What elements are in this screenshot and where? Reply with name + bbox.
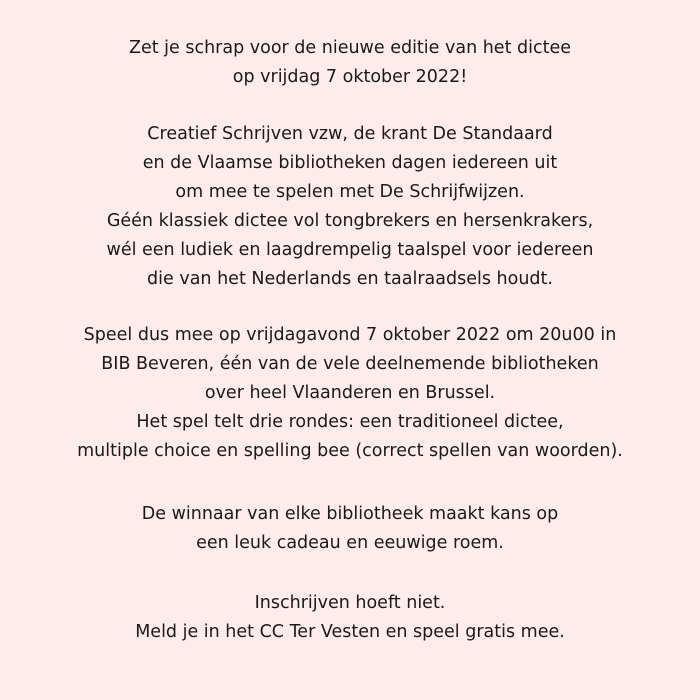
text-line: Creatief Schrijven vzw, de krant De Standaard [147, 124, 553, 144]
text-line: om mee te spelen met De Schrijfwijzen. [175, 182, 525, 202]
text-line: BIB Beveren, één van de vele deelnemende bibliotheken [101, 354, 599, 374]
text-line: wél een ludiek en laagdrempelig taalspel voor iedereen [106, 240, 594, 260]
text-line: Inschrijven hoeft niet. [254, 593, 446, 613]
text-line: die van het Nederlands en taalraadsels houdt. [147, 269, 553, 289]
text-line: Zet je schrap voor de nieuwe editie van het dictee [128, 38, 571, 58]
text-line: en de Vlaamse bibliotheken dagen iedereen uit [142, 153, 558, 173]
intro-paragraph [0, 34, 700, 92]
text-line: De winnaar van elke bibliotheek maakt kans op [141, 504, 559, 524]
prize-paragraph [0, 500, 700, 558]
text-line: Meld je in het CC Ter Vesten en speel gratis mee. [135, 622, 565, 642]
text-line: Het spel telt drie rondes: een traditioneel dictee, [136, 412, 564, 432]
text-line: een leuk cadeau en eeuwige roem. [196, 533, 504, 553]
text-line: op vrijdag 7 oktober 2022! [232, 67, 468, 87]
description-paragraph [0, 120, 700, 294]
text-line: over heel Vlaanderen en Brussel. [204, 383, 496, 403]
event-details-paragraph [0, 321, 700, 466]
registration-paragraph [0, 589, 700, 647]
text-line: multiple choice en spelling bee (correct spellen van woorden). [77, 441, 623, 461]
text-line: Géén klassiek dictee vol tongbrekers en hersenkrakers, [106, 211, 594, 231]
text-line: Speel dus mee op vrijdagavond 7 oktober 2022 om 20u00 in [83, 325, 617, 345]
